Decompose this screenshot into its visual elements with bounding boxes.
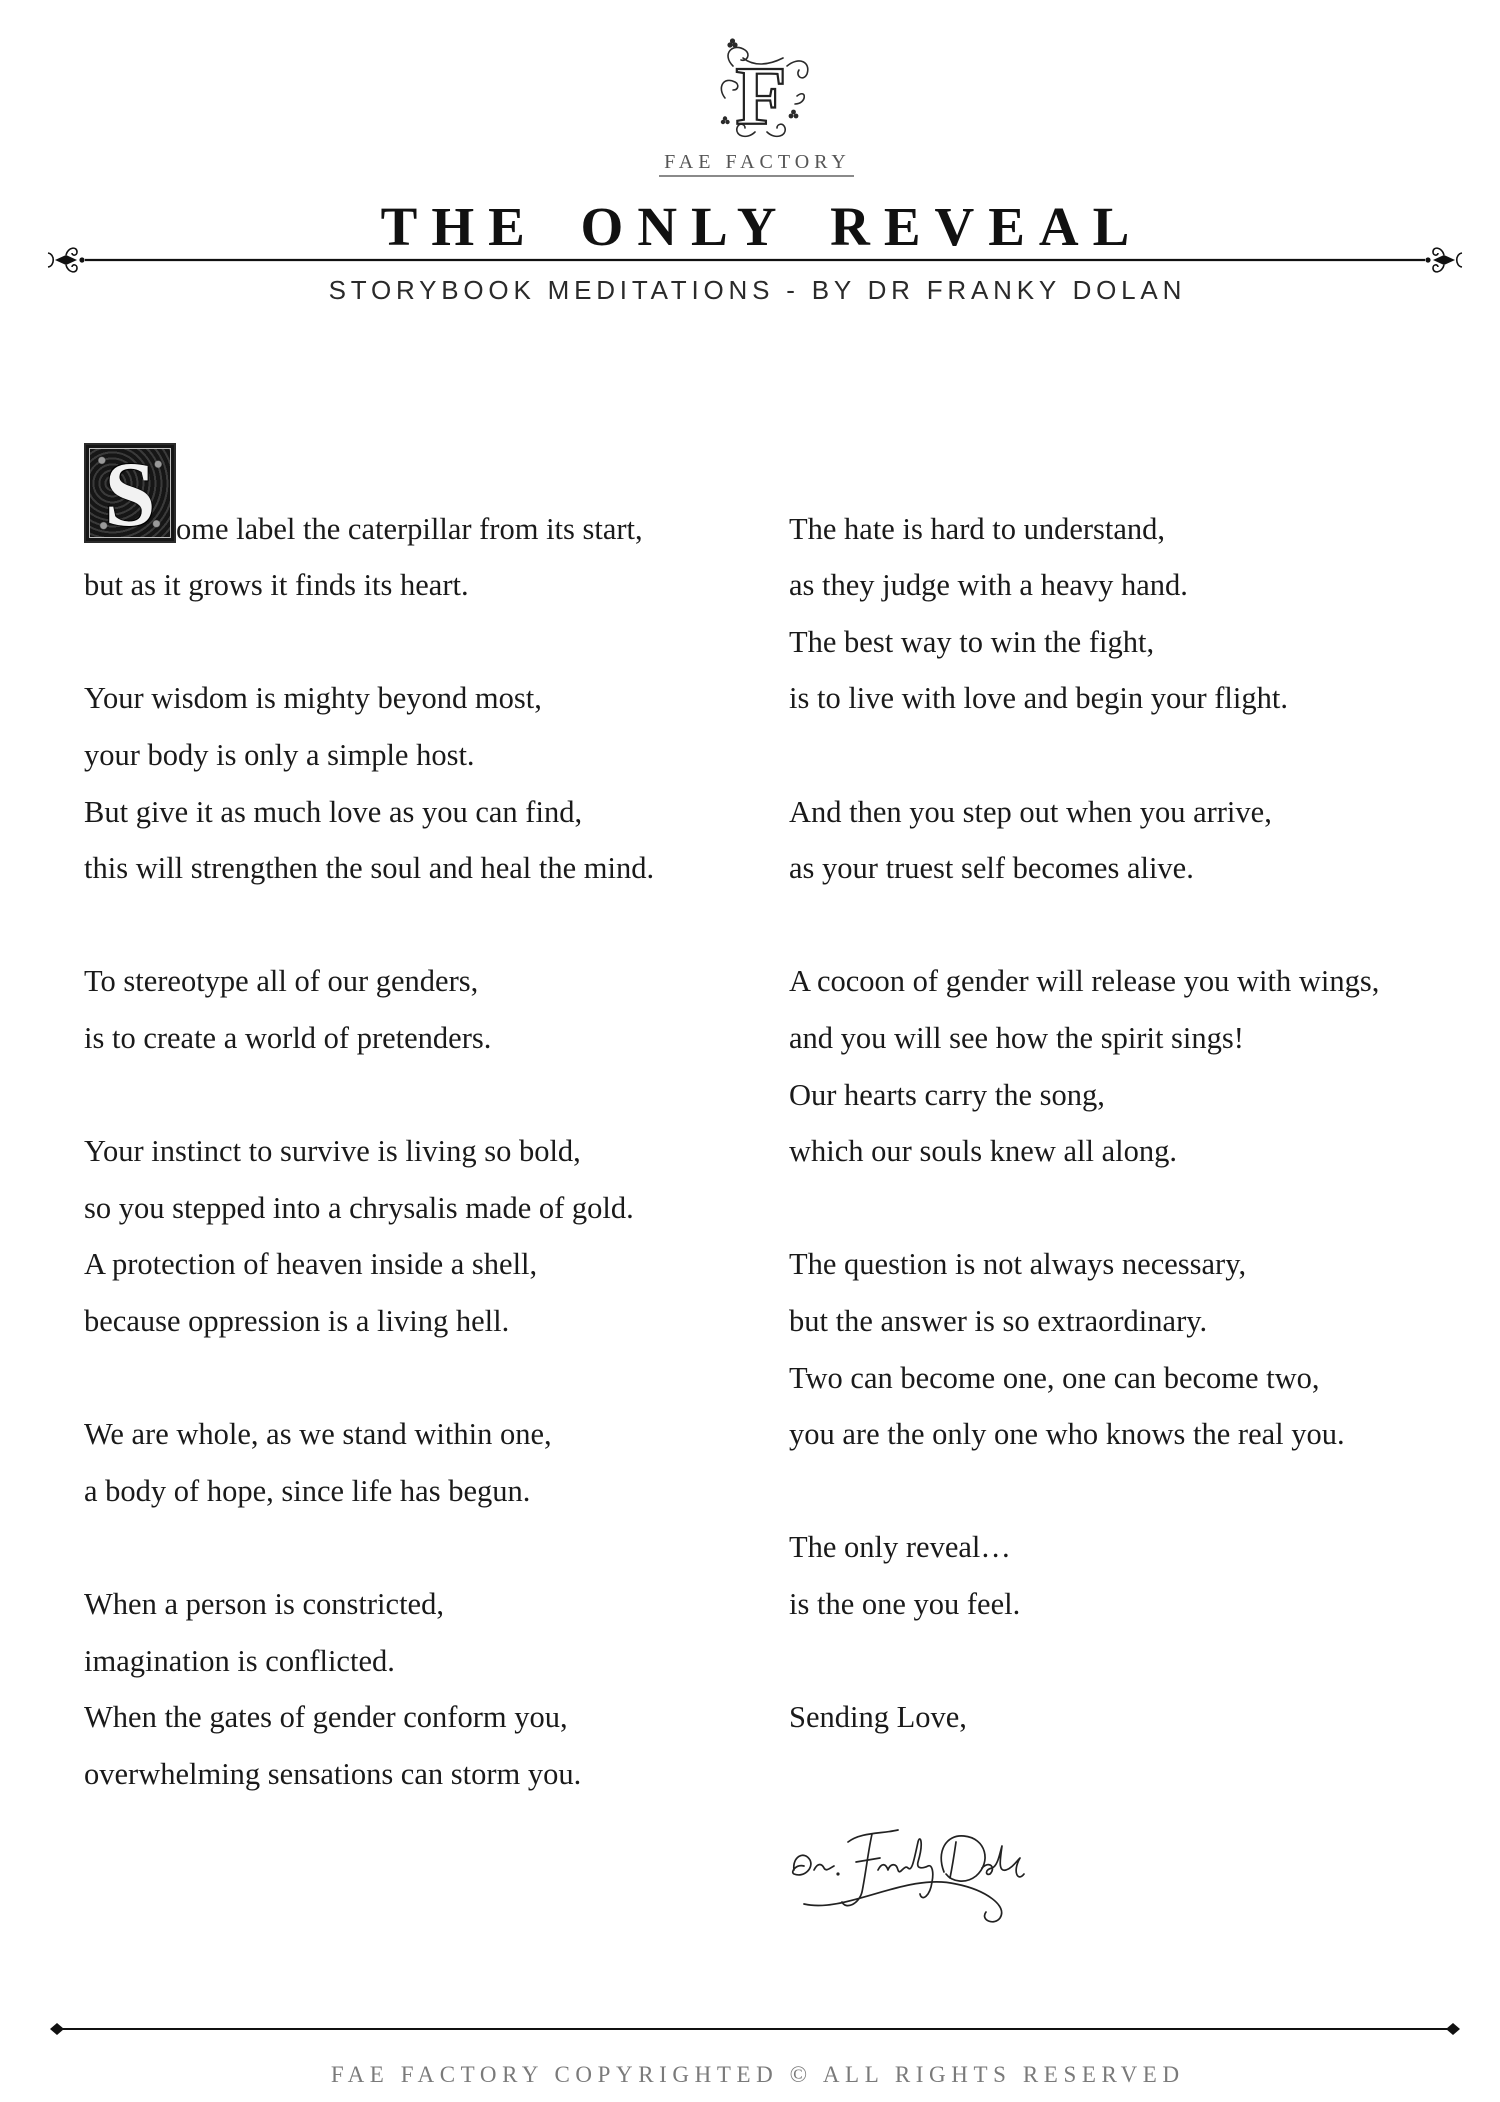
handwritten-signature bbox=[786, 1812, 1031, 1930]
poem-line: A protection of heaven inside a shell, bbox=[84, 1247, 538, 1282]
stanza bbox=[84, 953, 764, 1066]
poem-line: which our souls knew all along. bbox=[789, 1134, 1177, 1169]
poem-line: imagination is conflicted. bbox=[84, 1643, 395, 1678]
logo-monogram-letter: F bbox=[735, 50, 787, 143]
stanza bbox=[789, 501, 1449, 727]
poem-line: is to live with love and begin your flight. bbox=[789, 681, 1288, 716]
poem-line: overwhelming sensations can storm you. bbox=[84, 1756, 582, 1791]
poem-line: as your truest self becomes alive. bbox=[789, 851, 1194, 886]
poem-line: Your instinct to survive is living so bold, bbox=[84, 1134, 581, 1169]
poem-line: Your wisdom is mighty beyond most, bbox=[84, 681, 542, 716]
signoff bbox=[789, 1689, 1449, 1746]
poem-line: but the answer is so extraordinary. bbox=[789, 1304, 1208, 1338]
poem-line: your body is only a simple host. bbox=[84, 738, 475, 773]
fleuron-right-icon bbox=[1425, 248, 1462, 272]
stanza bbox=[84, 1123, 764, 1349]
stanza bbox=[789, 953, 1449, 1179]
poem-right-column bbox=[789, 501, 1449, 1746]
poem-line: a body of hope, since life has begun. bbox=[84, 1473, 531, 1508]
stanza bbox=[84, 1406, 764, 1519]
poem-line: A cocoon of gender will release you with wings, bbox=[789, 964, 1380, 999]
diamond-right-icon bbox=[1446, 2023, 1460, 2035]
closing-line: Sending Love, bbox=[789, 1700, 967, 1735]
brand-name: FAE FACTORY bbox=[664, 151, 851, 173]
diamond-left-icon bbox=[50, 2023, 64, 2035]
poem-line: ome label the caterpillar from its start, bbox=[176, 511, 643, 546]
stanza bbox=[84, 670, 764, 896]
poem-line: but as it grows it finds its heart. bbox=[84, 568, 469, 603]
stanza bbox=[789, 1519, 1449, 1632]
poem-line: you are the only one who knows the real you. bbox=[789, 1417, 1345, 1452]
poem-line: because oppression is a living hell. bbox=[84, 1304, 510, 1338]
poem-line: is to create a world of pretenders. bbox=[84, 1021, 492, 1056]
poem-left-column bbox=[84, 501, 764, 1859]
poem-line: The question is not always necessary, bbox=[789, 1247, 1247, 1282]
stanza bbox=[84, 501, 764, 614]
poem-line: When a person is constricted, bbox=[84, 1586, 444, 1621]
poem-line: When the gates of gender conform you, bbox=[84, 1700, 568, 1735]
poem-line: Our hearts carry the song, bbox=[789, 1077, 1105, 1112]
stanza bbox=[789, 1236, 1449, 1462]
poem-line: The best way to win the fight, bbox=[789, 624, 1155, 659]
poem-line: Two can become one, one can become two, bbox=[789, 1360, 1320, 1395]
stanza bbox=[84, 1576, 764, 1802]
poem-line: so you stepped into a chrysalis made of gold. bbox=[84, 1190, 634, 1225]
poem-line: We are whole, as we stand within one, bbox=[84, 1417, 552, 1452]
poem-line: And then you step out when you arrive, bbox=[789, 794, 1272, 829]
brand-underline bbox=[659, 175, 854, 177]
page-title: THE ONLY REVEAL bbox=[380, 196, 1144, 257]
poem-line: But give it as much love as you can find, bbox=[84, 794, 583, 829]
poem-line: To stereotype all of our genders, bbox=[84, 964, 479, 999]
fae-factory-monogram-logo bbox=[703, 36, 817, 144]
drop-cap-letter: S bbox=[104, 443, 156, 543]
poem-line: The hate is hard to understand, bbox=[789, 511, 1166, 546]
fleuron-rule-icon bbox=[45, 244, 1465, 276]
stanza bbox=[789, 784, 1449, 897]
poem-line: The only reveal… bbox=[789, 1530, 1011, 1565]
fleuron-left-icon bbox=[48, 248, 85, 272]
diamond-rule-icon bbox=[45, 2019, 1465, 2039]
poem-line: is the one you feel. bbox=[789, 1586, 1021, 1621]
poem-line: as they judge with a heavy hand. bbox=[789, 568, 1188, 603]
page-subtitle: STORYBOOK MEDITATIONS - BY DR FRANKY DOLAN bbox=[328, 275, 1187, 305]
copyright-notice: FAE FACTORY COPYRIGHTED © ALL RIGHTS RESERVED bbox=[330, 2062, 1185, 2087]
poem-line: this will strengthen the soul and heal the mind. bbox=[84, 851, 655, 886]
poem-line: and you will see how the spirit sings! bbox=[789, 1021, 1244, 1056]
